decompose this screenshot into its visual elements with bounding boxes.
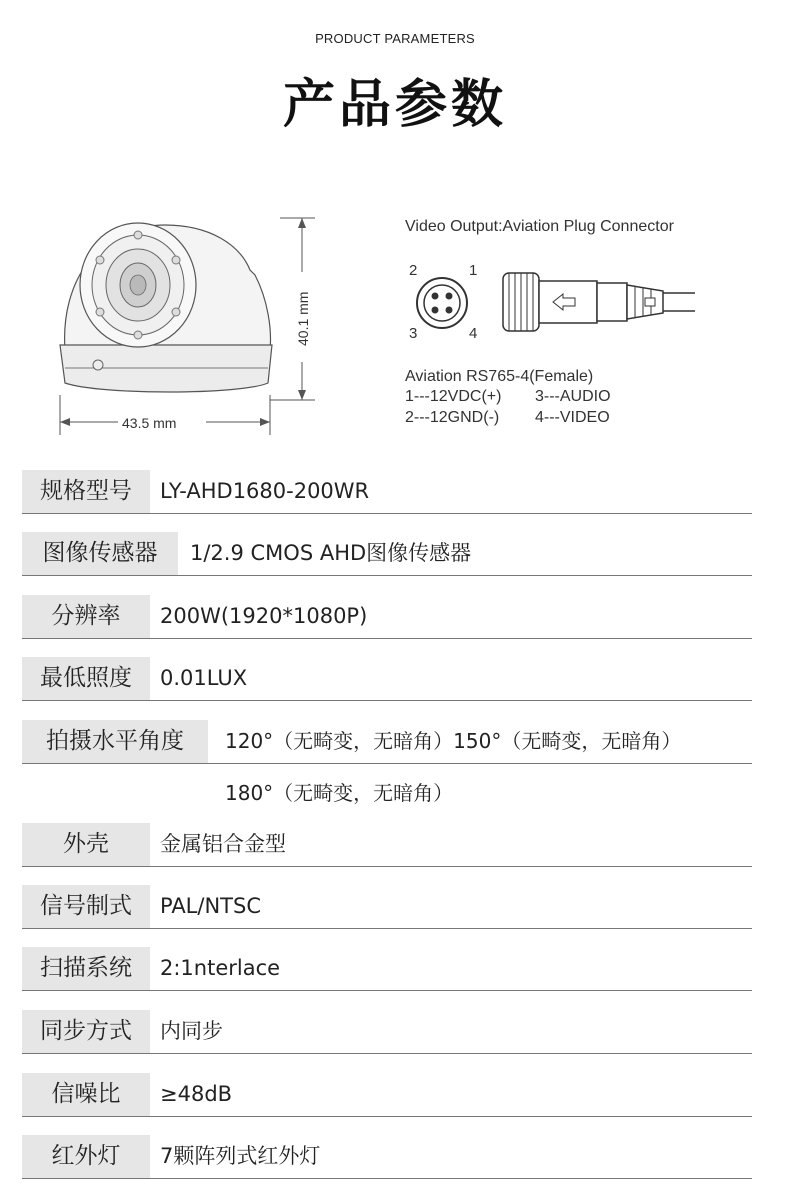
header-subtitle: PRODUCT PARAMETERS bbox=[315, 31, 475, 46]
spec-row-snr bbox=[22, 1073, 752, 1117]
page-title: 产品参数 bbox=[282, 75, 507, 135]
spec-label: 最低照度 bbox=[22, 657, 150, 700]
spec-value: ≥48dB bbox=[160, 1082, 233, 1106]
spec-value: 金属铝合金型 bbox=[160, 832, 286, 856]
spec-value-line2: 180°（无畸变，无暗角） bbox=[225, 781, 454, 805]
connector-title: Video Output:Aviation Plug Connector bbox=[405, 218, 674, 235]
spec-label: 分辨率 bbox=[22, 595, 150, 638]
pin-label-2: 2 bbox=[409, 262, 418, 279]
spec-value: 内同步 bbox=[160, 1019, 223, 1043]
spec-label: 图像传感器 bbox=[22, 532, 178, 575]
pin-1-desc: 1---12VDC(+) bbox=[405, 388, 502, 405]
spec-row-resolution bbox=[22, 595, 752, 639]
pin-2-desc: 2---12GND(-) bbox=[405, 409, 500, 426]
spec-value: 1/2.9 CMOS AHD图像传感器 bbox=[190, 541, 472, 565]
spec-value: 120°（无畸变，无暗角）150°（无畸变，无暗角） bbox=[225, 729, 682, 753]
spec-label: 红外灯 bbox=[22, 1135, 150, 1178]
spec-label: 同步方式 bbox=[22, 1010, 150, 1053]
spec-value: 2:1nterlace bbox=[160, 956, 281, 980]
spec-row-illumination bbox=[22, 657, 752, 701]
spec-label: 信号制式 bbox=[22, 885, 150, 928]
spec-row-signal bbox=[22, 885, 752, 929]
spec-label: 外壳 bbox=[22, 823, 150, 866]
width-dimension-label: 43.5 mm bbox=[122, 415, 177, 431]
spec-row-angle bbox=[22, 720, 752, 805]
camera-dimension-drawing bbox=[40, 200, 340, 450]
spec-value: PAL/NTSC bbox=[160, 894, 261, 918]
spec-label: 规格型号 bbox=[22, 470, 150, 513]
spec-row-model bbox=[22, 470, 752, 514]
connector-diagram bbox=[395, 205, 755, 445]
plug-connector-icon bbox=[503, 273, 695, 331]
spec-row-sensor bbox=[22, 532, 752, 576]
pin-4-desc: 4---VIDEO bbox=[535, 409, 610, 426]
spec-row-scan bbox=[22, 947, 752, 991]
spec-label: 信噪比 bbox=[22, 1073, 150, 1116]
spec-row-housing bbox=[22, 823, 752, 867]
spec-row-sync bbox=[22, 1010, 752, 1054]
spec-value: LY-AHD1680-200WR bbox=[160, 479, 370, 503]
height-dimension-label: 40.1 mm bbox=[295, 291, 311, 346]
spec-value: 200W(1920*1080P) bbox=[160, 604, 368, 628]
pin-face-icon bbox=[417, 278, 467, 328]
spec-label: 拍摄水平角度 bbox=[22, 720, 208, 763]
spec-value: 7颗阵列式红外灯 bbox=[160, 1144, 321, 1168]
pin-label-4: 4 bbox=[469, 325, 478, 342]
spec-row-ir bbox=[22, 1135, 752, 1179]
pin-label-3: 3 bbox=[409, 325, 418, 342]
connector-model: Aviation RS765-4(Female) bbox=[405, 368, 594, 385]
spec-value: 0.01LUX bbox=[160, 666, 248, 690]
pin-3-desc: 3---AUDIO bbox=[535, 388, 611, 405]
spec-label: 扫描系统 bbox=[22, 947, 150, 990]
pin-label-1: 1 bbox=[469, 262, 478, 279]
